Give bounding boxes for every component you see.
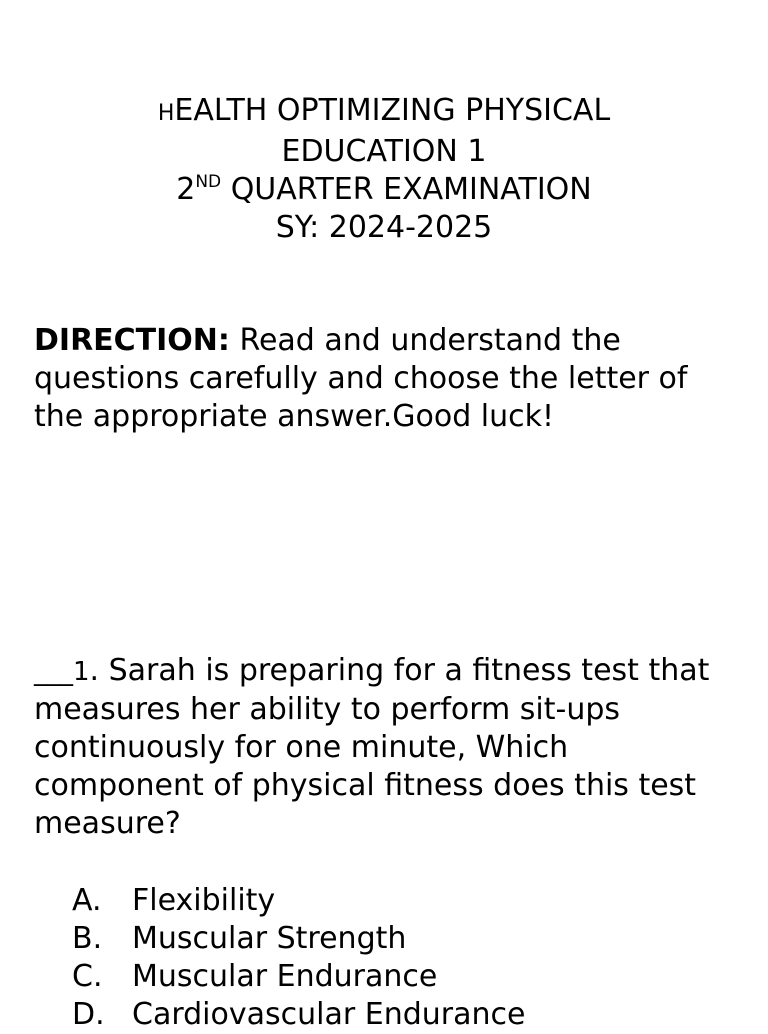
quarter-number: 2: [176, 172, 196, 207]
direction-label: DIRECTION:: [34, 323, 230, 358]
choice-text: Cardiovascular Endurance: [132, 997, 526, 1032]
question-1: [34, 652, 734, 843]
choice-text: Flexibility: [132, 883, 276, 918]
school-year: SY: 2024-2025: [275, 210, 493, 245]
header-line-3-rest: QUARTER EXAMINATION: [221, 172, 592, 207]
header-line-2: EDUCATION 1: [281, 134, 487, 169]
question-number-blank: ___1: [34, 657, 90, 687]
choice-letter: D.: [72, 997, 105, 1032]
choice-letter: A.: [72, 883, 102, 918]
exam-header: [0, 92, 768, 247]
choice-letter: C.: [72, 959, 103, 994]
header-line-1-rest: EALTH OPTIMIZING PHYSICAL: [174, 93, 611, 128]
choice-b: [72, 920, 732, 958]
question-text: . Sarah is preparing for a fitness test that measures her ability to perform sit-ups continuously for one minute, Which component of physical fitness does this test measure?: [34, 653, 710, 841]
quarter-suffix: ND: [195, 172, 222, 192]
choice-c: [72, 958, 732, 996]
choice-letter: B.: [72, 921, 103, 956]
answer-choices: [72, 882, 732, 1034]
choice-a: [72, 882, 732, 920]
header-initial: H: [157, 101, 175, 126]
direction-paragraph: [34, 322, 744, 436]
header-line-3: [0, 171, 768, 209]
choice-text: Muscular Endurance: [132, 959, 438, 994]
choice-d: [72, 996, 732, 1034]
header-line-1: [0, 92, 768, 133]
choice-text: Muscular Strength: [132, 921, 407, 956]
direction-text: Read and understand the questions carefully and choose the letter of the appropriate answer.Good luck!: [34, 323, 688, 434]
